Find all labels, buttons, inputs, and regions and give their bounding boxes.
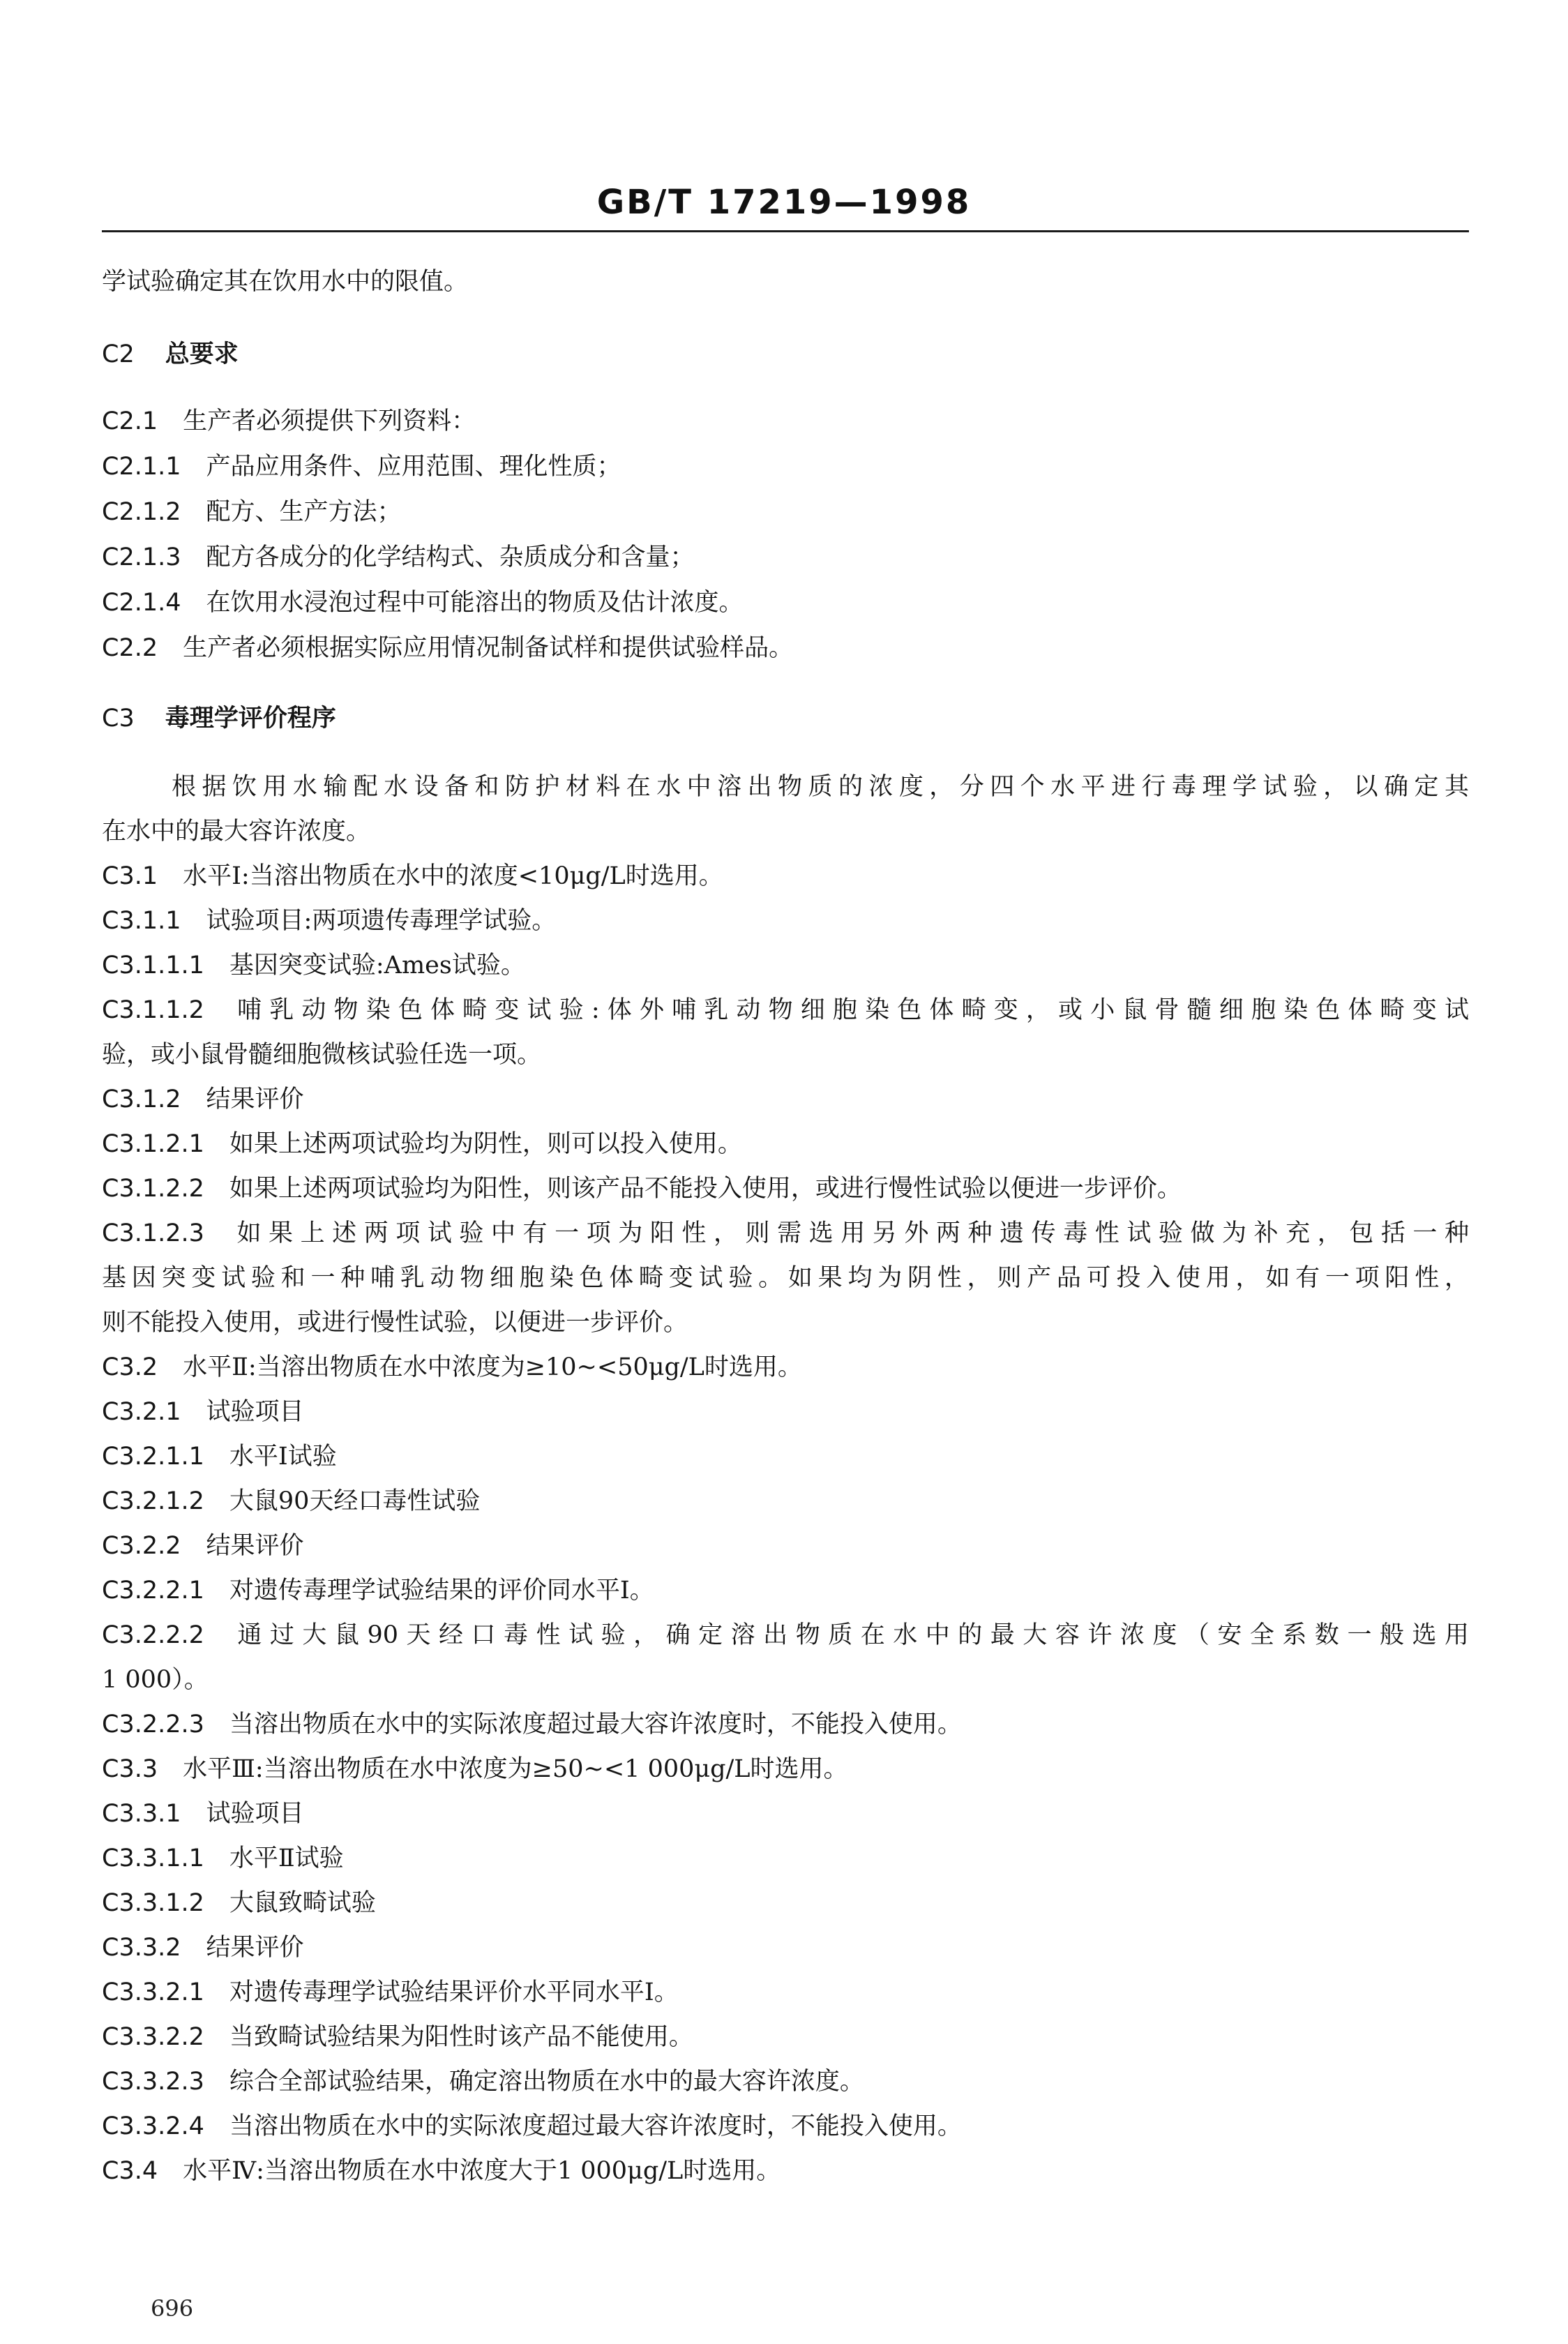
clause-c3-2: C3.2 水平Ⅱ:当溶出物质在水中浓度为≥10~<50μg/L时选用。 bbox=[102, 1353, 802, 1381]
paragraph-intro-line-1: 根据饮用水输配水设备和防护材料在水中溶出物质的浓度，分四个水平进行毒理学试验，以确定其 bbox=[172, 773, 1469, 801]
clause-c3-1-1-2-cont: 验，或小鼠骨髓细胞微核试验任选一项。 bbox=[102, 1041, 542, 1069]
clause-c3-3-2-3: C3.3.2.3 综合全部试验结果，确定溶出物质在水中的最大容许浓度。 bbox=[102, 2068, 864, 2096]
clause-c3-3-2-2: C3.3.2.2 当致畸试验结果为阳性时该产品不能使用。 bbox=[102, 2023, 693, 2051]
clause-c3-1-1: C3.1.1 试验项目:两项遗传毒理学试验。 bbox=[102, 907, 557, 935]
section-heading-c3: C3 毒理学评价程序 bbox=[102, 705, 336, 732]
page-number: 696 bbox=[151, 2295, 194, 2322]
section-heading-c2: C2 总要求 bbox=[102, 340, 239, 368]
clause-c3-3-2: C3.3.2 结果评价 bbox=[102, 1934, 304, 1962]
clause-c3-3-2-1: C3.3.2.1 对遗传毒理学试验结果评价水平同水平Ⅰ。 bbox=[102, 1978, 679, 2006]
clause-c3-2-1-1: C3.2.1.1 水平Ⅰ试验 bbox=[102, 1443, 337, 1471]
clause-c2-2: C2.2 生产者必须根据实际应用情况制备试样和提供试验样品。 bbox=[102, 634, 794, 662]
clause-c2-1-3: C2.1.3 配方各成分的化学结构式、杂质成分和含量； bbox=[102, 543, 695, 571]
clause-c3-3-1-1: C3.3.1.1 水平Ⅱ试验 bbox=[102, 1845, 344, 1872]
clause-c3-2-2-3: C3.2.2.3 当溶出物质在水中的实际浓度超过最大容许浓度时，不能投入使用。 bbox=[102, 1711, 962, 1738]
clause-c3-2-2-1: C3.2.2.1 对遗传毒理学试验结果的评价同水平Ⅰ。 bbox=[102, 1577, 654, 1605]
clause-c3-2-2: C3.2.2 结果评价 bbox=[102, 1532, 304, 1560]
clause-c3-2-1-2: C3.2.1.2 大鼠90天经口毒性试验 bbox=[102, 1487, 481, 1515]
clause-c3-2-1: C3.2.1 试验项目 bbox=[102, 1398, 304, 1426]
header-rule bbox=[102, 230, 1469, 232]
clause-c3-3-2-4: C3.3.2.4 当溶出物质在水中的实际浓度超过最大容许浓度时，不能投入使用。 bbox=[102, 2112, 962, 2140]
clause-c3-1-2-3-cont-2: 则不能投入使用，或进行慢性试验，以便进一步评价。 bbox=[102, 1309, 688, 1337]
clause-c3-1-2-2: C3.1.2.2 如果上述两项试验均为阳性，则该产品不能投入使用，或进行慢性试验以便进一步评价。 bbox=[102, 1175, 1182, 1203]
clause-c2-1: C2.1 生产者必须提供下列资料： bbox=[102, 407, 476, 435]
clause-c3-1: C3.1 水平Ⅰ:当溶出物质在水中的浓度<10μg/L时选用。 bbox=[102, 862, 723, 890]
clause-c3-3-1-2: C3.3.1.2 大鼠致畸试验 bbox=[102, 1889, 376, 1917]
clause-c3-2-2-2-cont: 1 000）。 bbox=[102, 1666, 209, 1694]
clause-c2-1-2: C2.1.2 配方、生产方法； bbox=[102, 498, 402, 526]
clause-c3-2-2-2: C3.2.2.2 通过大鼠90天经口毒性试验，确定溶出物质在水中的最大容许浓度（安全系数一般选用 bbox=[102, 1621, 1469, 1649]
clause-c3-1-2-3: C3.1.2.3 如果上述两项试验中有一项为阳性，则需选用另外两种遗传毒性试验做为补充，包括一种 bbox=[102, 1219, 1469, 1247]
clause-c3-1-2-1: C3.1.2.1 如果上述两项试验均为阴性，则可以投入使用。 bbox=[102, 1130, 742, 1158]
clause-c3-4: C3.4 水平Ⅳ:当溶出物质在水中浓度大于1 000μg/L时选用。 bbox=[102, 2157, 781, 2185]
standard-header: GB/T 17219—1998 bbox=[596, 183, 972, 222]
clause-c3-1-2-3-cont-1: 基因突变试验和一种哺乳动物细胞染色体畸变试验。如果均为阴性，则产品可投入使用，如有一项阳性， bbox=[102, 1264, 1469, 1292]
clause-c3-1-1-2: C3.1.1.2 哺乳动物染色体畸变试验:体外哺乳动物细胞染色体畸变，或小鼠骨髓细胞染色体畸变试 bbox=[102, 996, 1469, 1024]
body-line-continuation: 学试验确定其在饮用水中的限值。 bbox=[102, 268, 469, 296]
clause-c2-1-4: C2.1.4 在饮用水浸泡过程中可能溶出的物质及估计浓度。 bbox=[102, 589, 744, 617]
clause-c3-1-1-1: C3.1.1.1 基因突变试验:Ames试验。 bbox=[102, 952, 525, 979]
clause-c3-1-2: C3.1.2 结果评价 bbox=[102, 1085, 304, 1113]
clause-c3-3: C3.3 水平Ⅲ:当溶出物质在水中浓度为≥50~<1 000μg/L时选用。 bbox=[102, 1755, 848, 1783]
paragraph-intro-line-2: 在水中的最大容许浓度。 bbox=[102, 818, 371, 846]
clause-c2-1-1: C2.1.1 产品应用条件、应用范围、理化性质； bbox=[102, 453, 621, 481]
clause-c3-3-1: C3.3.1 试验项目 bbox=[102, 1800, 304, 1828]
